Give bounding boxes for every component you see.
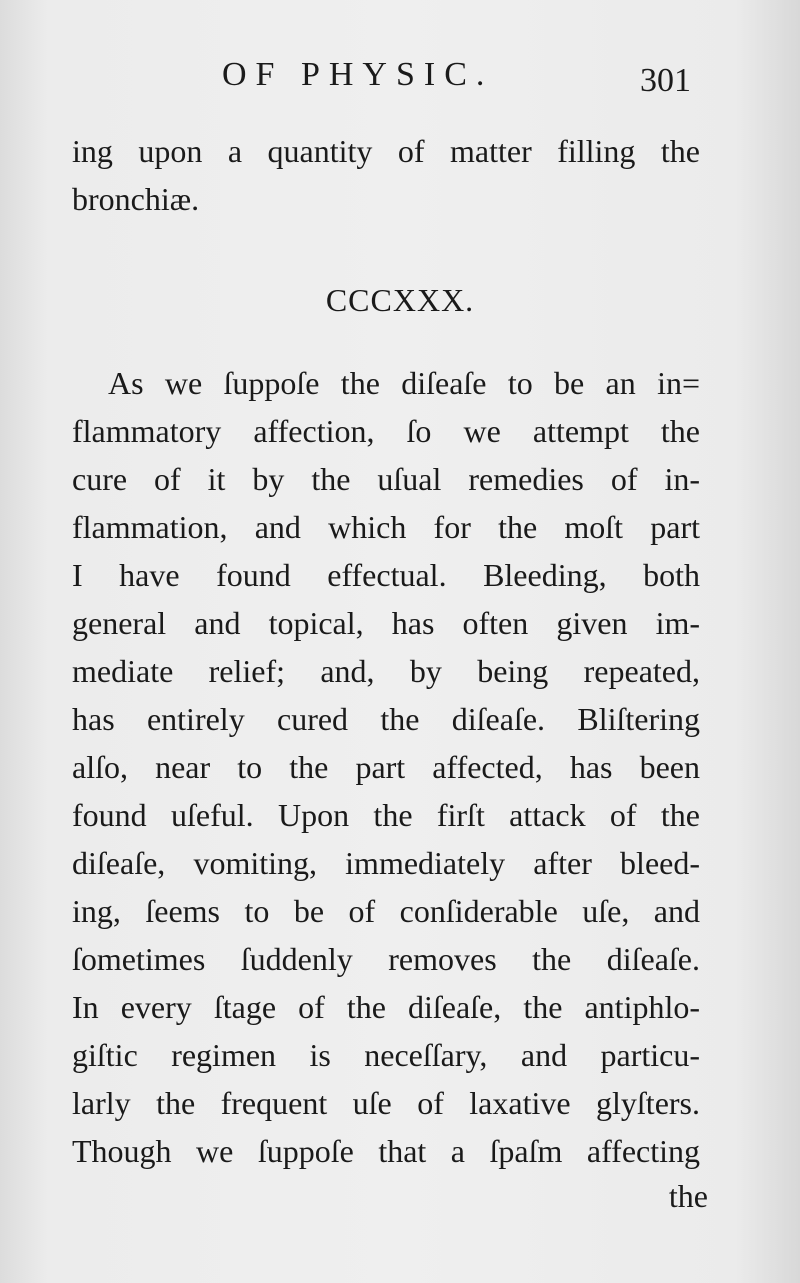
paragraph-line-17: Though we ſuppoſe that a ſpaſm affecting — [72, 1133, 700, 1169]
page-number: 301 — [640, 62, 691, 99]
paragraph-line-8: has entirely cured the diſeaſe. Bliſtering — [72, 701, 700, 737]
paragraph-line-2: flammatory affection, ſo we attempt the — [72, 413, 700, 449]
paragraph-line-7: mediate relief; and, by being repeated, — [72, 653, 700, 689]
paragraph-line-1: As we ſuppoſe the diſeaſe to be an in= — [108, 365, 700, 401]
section-heading: CCCXXX. — [325, 282, 475, 318]
paragraph-line-14: In every ſtage of the diſeaſe, the antiphlo- — [72, 989, 700, 1025]
paragraph-line-3: cure of it by the uſual remedies of in- — [72, 461, 700, 497]
paragraph-line-5: I have found effectual. Bleeding, both — [72, 557, 700, 593]
paragraph-line-12: ing, ſeems to be of conſiderable uſe, and — [72, 893, 700, 929]
paragraph-line-10: found uſeful. Upon the firſt attack of the — [72, 797, 700, 833]
paragraph-line-4: flammation, and which for the moſt part — [72, 509, 700, 545]
opening-line-2: bronchiæ. — [72, 181, 200, 217]
opening-line-1: ing upon a quantity of matter filling the — [72, 133, 700, 169]
paragraph-line-16: larly the frequent uſe of laxative glyſters. — [72, 1085, 700, 1121]
paragraph-line-6: general and topical, has often given im- — [72, 605, 700, 641]
paragraph-line-15: giſtic regimen is neceſſary, and particu- — [72, 1037, 700, 1073]
running-head: OF PHYSIC. — [222, 56, 494, 93]
paragraph-line-9: alſo, near to the part affected, has been — [72, 749, 700, 785]
catchword: the — [668, 1178, 708, 1214]
paragraph-line-13: ſometimes ſuddenly removes the diſeaſe. — [72, 941, 700, 977]
paragraph-line-11: diſeaſe, vomiting, immediately after bleed- — [72, 845, 700, 881]
